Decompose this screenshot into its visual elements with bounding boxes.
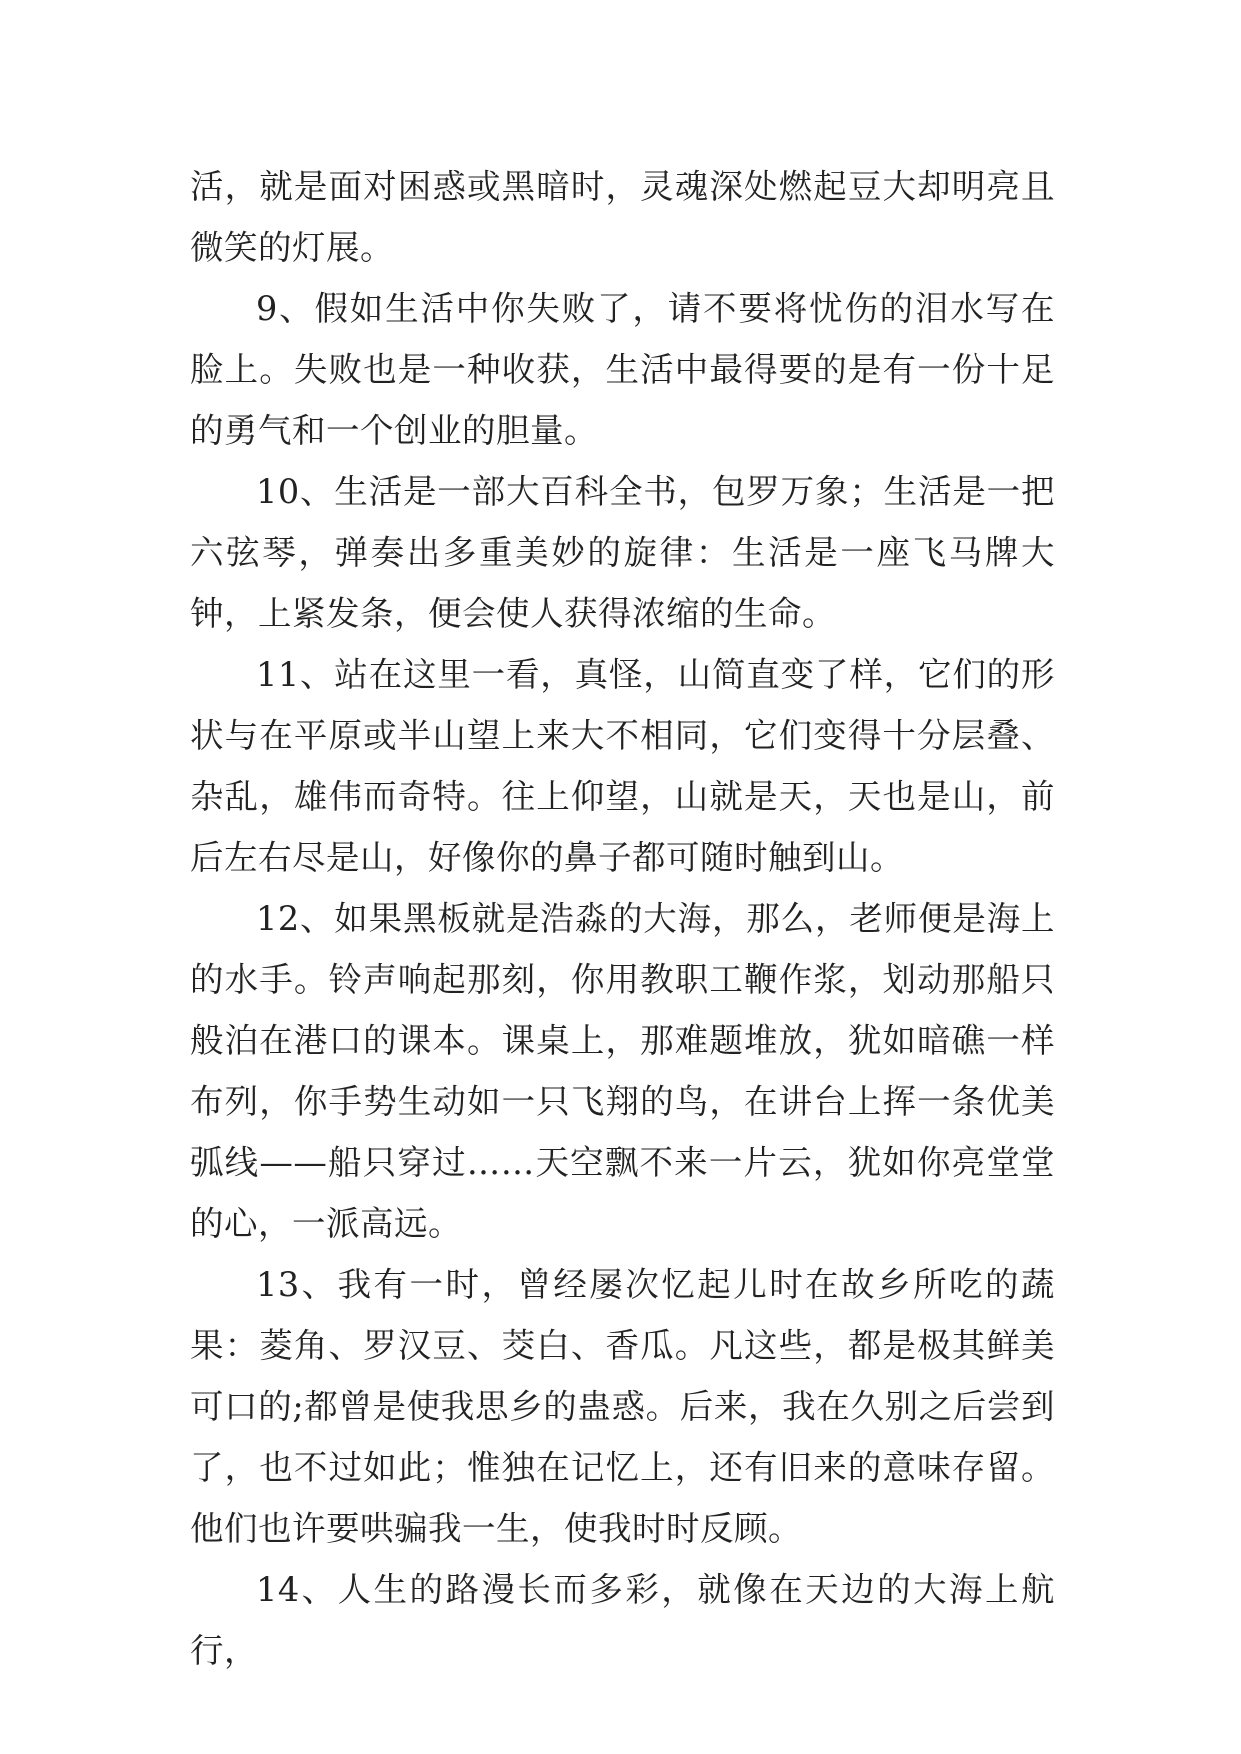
- paragraph-10: 10、生活是一部大百科全书，包罗万象；生活是一把六弦琴，弹奏出多重美妙的旋律：生活是一座飞马牌大钟，上紧发条，便会使人获得浓缩的生命。: [190, 472, 1055, 633]
- paragraph-continuation: 活，就是面对困惑或黑暗时，灵魂深处燃起豆大却明亮且微笑的灯展。: [190, 167, 1055, 267]
- paragraph-11: 11、站在这里一看，真怪，山简直变了样，它们的形状与在平原或半山望上来大不相同，它们变得十分层叠、杂乱，雄伟而奇特。往上仰望，山就是天，天也是山，前后左右尽是山，好像你的鼻子都可随时触到山。: [190, 655, 1055, 877]
- paragraph-13: 13、我有一时，曾经屡次忆起儿时在故乡所吃的蔬果：菱角、罗汉豆、茭白、香瓜。凡这些，都是极其鲜美可口的;都曾是使我思乡的蛊惑。后来，我在久别之后尝到了，也不过如此；惟独在记忆上，还有旧来的意味存留。他们也许要哄骗我一生，使我时时反顾。: [190, 1265, 1055, 1548]
- document-body: [190, 156, 1055, 1681]
- paragraph-12: 12、如果黑板就是浩淼的大海，那么，老师便是海上的水手。铃声响起那刻，你用教职工鞭作浆，划动那船只般泊在港口的课本。课桌上，那难题堆放，犹如暗礁一样布列，你手势生动如一只飞翔的鸟，在讲台上挥一条优美弧线——船只穿过……天空飘不来一片云，犹如你亮堂堂的心，一派高远。: [190, 899, 1055, 1243]
- paragraph-9: 9、假如生活中你失败了，请不要将忧伤的泪水写在脸上。失败也是一种收获，生活中最得要的是有一份十足的勇气和一个创业的胆量。: [190, 289, 1055, 450]
- paragraph-14: 14、人生的路漫长而多彩，就像在天边的大海上航行，: [190, 1570, 1055, 1670]
